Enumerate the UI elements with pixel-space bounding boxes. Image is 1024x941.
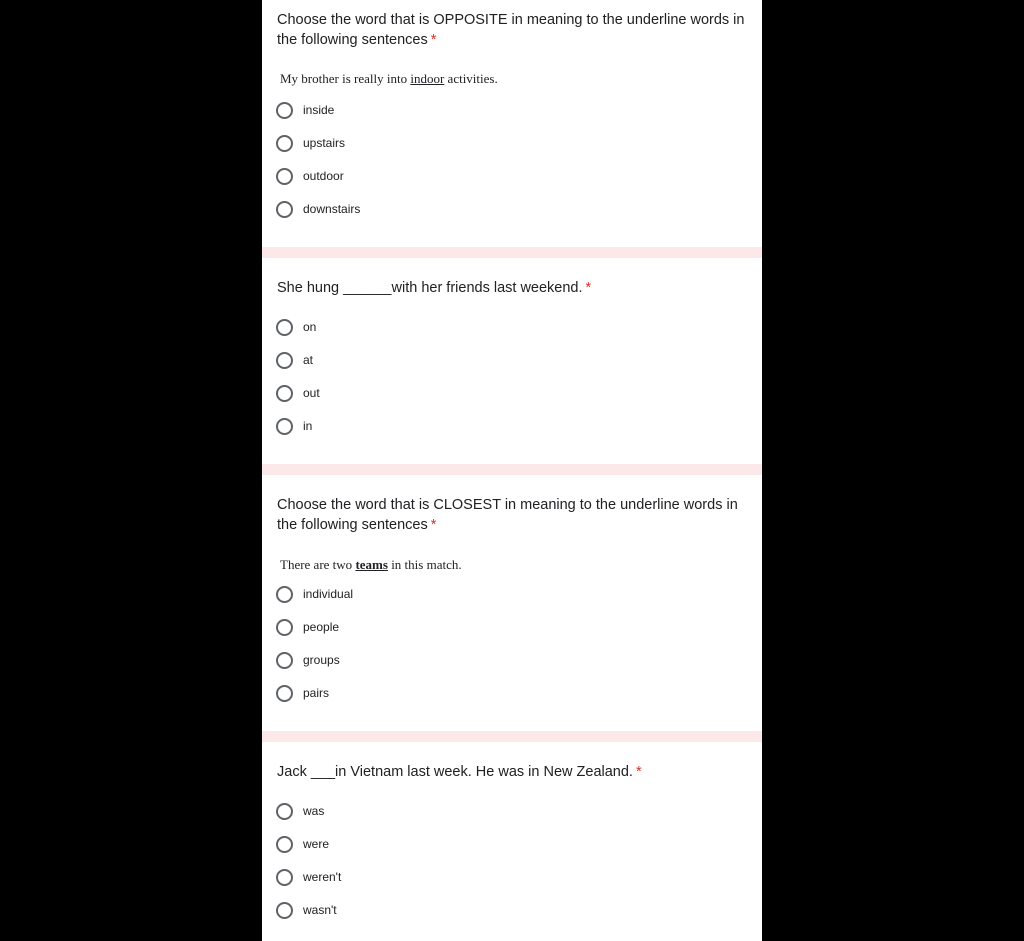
required-asterisk: * xyxy=(430,517,437,533)
option-label: at xyxy=(303,353,314,367)
option-wasnt[interactable] xyxy=(276,900,337,920)
radio-button[interactable] xyxy=(276,102,293,119)
question-title xyxy=(277,762,747,782)
radio-button[interactable] xyxy=(276,385,293,402)
stem-underlined-word: teams xyxy=(355,557,388,572)
radio-button[interactable] xyxy=(276,586,293,603)
option-label: wasn't xyxy=(303,903,337,917)
option-inside[interactable] xyxy=(276,100,334,120)
stem-text: activities. xyxy=(444,71,498,86)
question-card-4 xyxy=(262,742,762,941)
option-label: downstairs xyxy=(303,202,361,216)
radio-button[interactable] xyxy=(276,869,293,886)
option-pairs[interactable] xyxy=(276,683,329,703)
question-title xyxy=(277,495,747,535)
question-title-text: Jack ___in Vietnam last week. He was in New Zealand. xyxy=(277,764,633,780)
option-was[interactable] xyxy=(276,801,324,821)
option-label: in xyxy=(303,419,313,433)
option-were[interactable] xyxy=(276,834,329,854)
option-label: on xyxy=(303,320,317,334)
option-label: weren't xyxy=(303,870,342,884)
question-title xyxy=(277,278,747,298)
form-column xyxy=(262,0,762,941)
option-label: people xyxy=(303,620,340,634)
radio-button[interactable] xyxy=(276,619,293,636)
option-label: pairs xyxy=(303,686,330,700)
option-downstairs[interactable] xyxy=(276,199,360,219)
option-at[interactable] xyxy=(276,350,313,370)
question-card-3 xyxy=(262,475,762,731)
radio-button[interactable] xyxy=(276,418,293,435)
option-label: out xyxy=(303,386,320,400)
option-people[interactable] xyxy=(276,617,339,637)
option-on[interactable] xyxy=(276,317,316,337)
card-separator xyxy=(262,247,762,258)
radio-button[interactable] xyxy=(276,135,293,152)
option-label: groups xyxy=(303,653,340,667)
radio-button[interactable] xyxy=(276,685,293,702)
stem-underlined-word: indoor xyxy=(410,71,445,86)
card-separator xyxy=(262,731,762,742)
question-title-text: She hung ______with her friends last weekend. xyxy=(277,280,583,296)
question-title xyxy=(277,10,747,50)
stem-text: There are two xyxy=(280,557,356,572)
radio-button[interactable] xyxy=(276,352,293,369)
option-label: were xyxy=(303,837,330,851)
option-label: upstairs xyxy=(303,136,346,150)
radio-button[interactable] xyxy=(276,652,293,669)
question-title-text: Choose the word that is CLOSEST in meaning to the underline words in the following sentences xyxy=(277,497,738,533)
option-groups[interactable] xyxy=(276,650,340,670)
radio-button[interactable] xyxy=(276,803,293,820)
question-title-text: Choose the word that is OPPOSITE in meaning to the underline words in the following sentences xyxy=(277,12,745,48)
card-separator xyxy=(262,464,762,475)
option-werent[interactable] xyxy=(276,867,341,887)
required-asterisk: * xyxy=(635,764,642,780)
question-stem xyxy=(280,71,498,87)
radio-button[interactable] xyxy=(276,319,293,336)
question-card-1 xyxy=(262,0,762,247)
option-label: was xyxy=(303,804,325,818)
required-asterisk: * xyxy=(585,280,592,296)
option-out[interactable] xyxy=(276,383,320,403)
option-in[interactable] xyxy=(276,416,312,436)
option-outdoor[interactable] xyxy=(276,166,344,186)
stem-text: My brother is really into xyxy=(280,71,411,86)
stem-text: in this match. xyxy=(387,557,462,572)
question-card-2 xyxy=(262,258,762,464)
radio-button[interactable] xyxy=(276,168,293,185)
radio-button[interactable] xyxy=(276,201,293,218)
option-label: outdoor xyxy=(303,169,344,183)
option-upstairs[interactable] xyxy=(276,133,345,153)
option-individual[interactable] xyxy=(276,584,353,604)
radio-button[interactable] xyxy=(276,836,293,853)
question-stem xyxy=(280,557,462,573)
radio-button[interactable] xyxy=(276,902,293,919)
option-label: individual xyxy=(303,587,354,601)
option-label: inside xyxy=(303,103,335,117)
required-asterisk: * xyxy=(430,32,437,48)
